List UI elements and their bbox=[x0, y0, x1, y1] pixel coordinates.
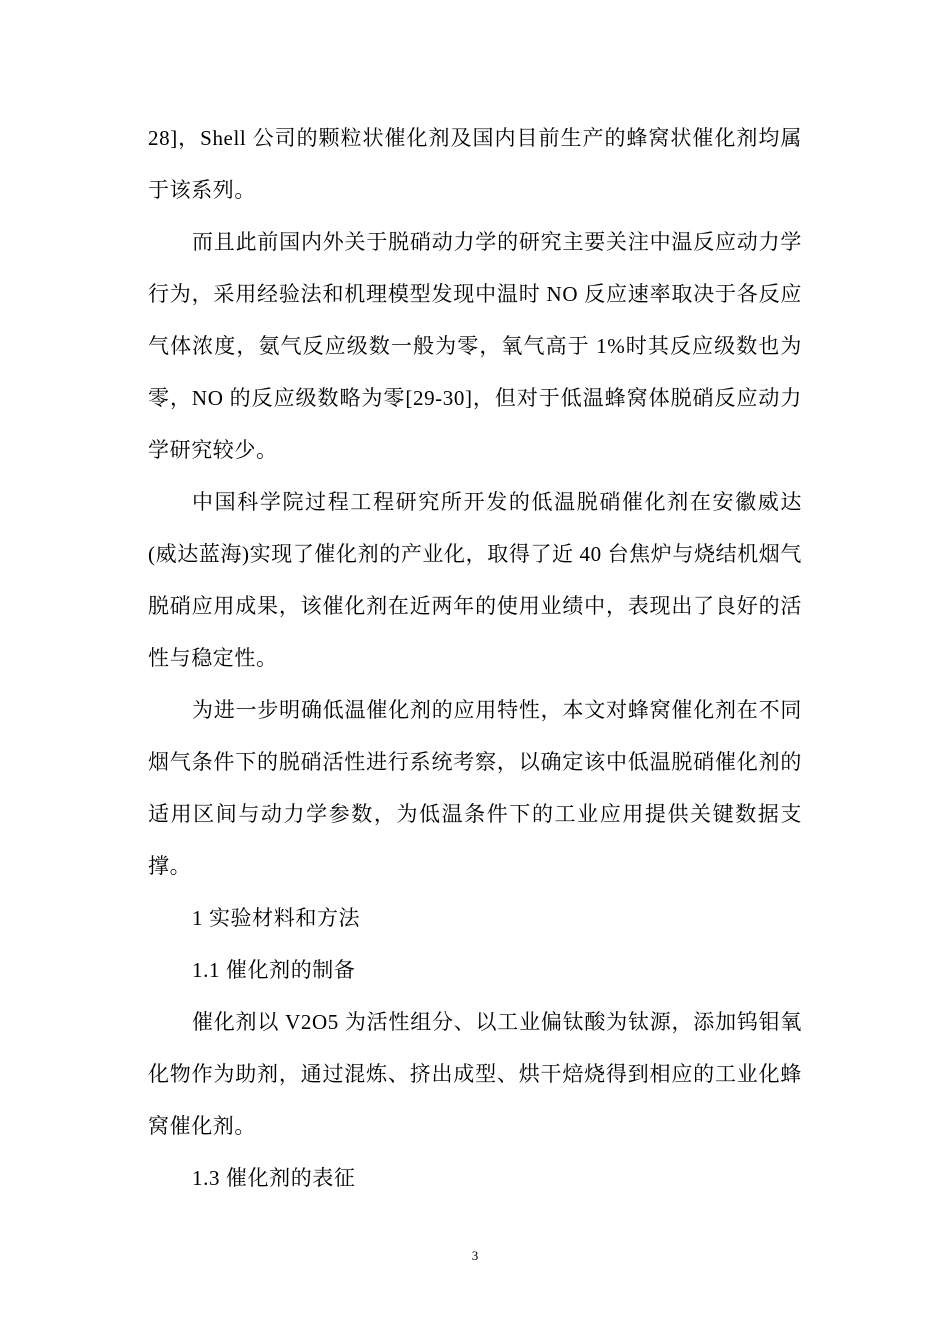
paragraph-kinetics-background: 而且此前国内外关于脱硝动力学的研究主要关注中温反应动力学行为，采用经验法和机理模型发现中温时 NO 反应速率取决于各反应气体浓度，氨气反应级数一般为零，氧气高于 1%时其反应级数也为零，NO 的反应级数略为零[29-30]，但对于低温蜂窝体脱硝反应动力学研究较少。 bbox=[148, 230, 802, 462]
paragraph-catalyst-preparation: 催化剂以 V2O5 为活性组分、以工业偏钛酸为钛源，添加钨钼氧化物作为助剂，通过混炼、挤出成型、烘干焙烧得到相应的工业化蜂窝催化剂。 bbox=[148, 1010, 802, 1138]
paragraph-study-purpose: 为进一步明确低温催化剂的应用特性，本文对蜂窝催化剂在不同烟气条件下的脱硝活性进行系统考察，以确定该中低温脱硝催化剂的适用区间与动力学参数，为低温条件下的工业应用提供关键数据支撑。 bbox=[148, 698, 802, 878]
paragraph-continuation: 28]，Shell 公司的颗粒状催化剂及国内目前生产的蜂窝状催化剂均属于该系列。 bbox=[148, 126, 802, 202]
page-number: 3 bbox=[471, 1248, 479, 1263]
section-heading-methods: 1 实验材料和方法 bbox=[192, 906, 361, 930]
body-text bbox=[148, 112, 802, 1204]
paragraph-industrialization: 中国科学院过程工程研究所开发的低温脱硝催化剂在安徽威达(威达蓝海)实现了催化剂的产业化，取得了近 40 台焦炉与烧结机烟气脱硝应用成果，该催化剂在近两年的使用业绩中，表现出了良好的活性与稳定性。 bbox=[148, 490, 802, 670]
subsection-heading-characterization: 1.3 催化剂的表征 bbox=[192, 1166, 356, 1190]
subsection-heading-preparation: 1.1 催化剂的制备 bbox=[192, 958, 356, 982]
